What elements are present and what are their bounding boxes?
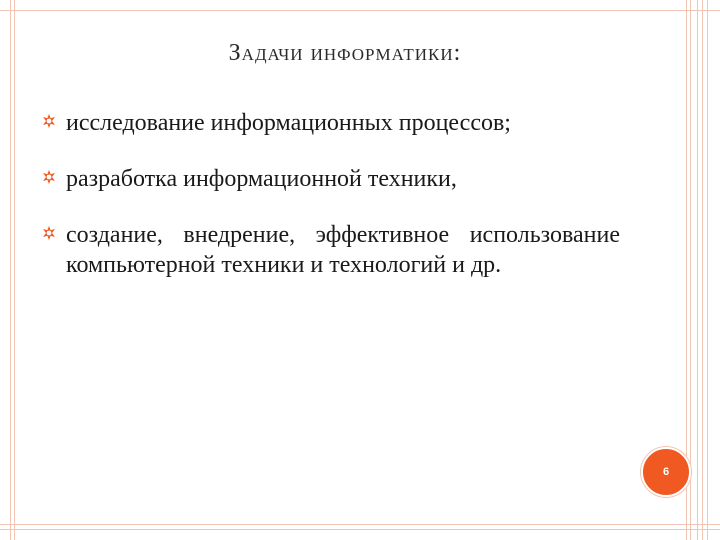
sun-star-icon	[42, 170, 56, 184]
slide-title: Задачи информатики:	[228, 40, 462, 66]
bullet-item	[40, 164, 620, 194]
frame-line	[702, 0, 703, 540]
frame-line	[14, 0, 15, 540]
frame-line	[0, 10, 720, 11]
sun-star-icon	[42, 226, 56, 240]
bullet-item	[40, 220, 620, 280]
frame-line	[0, 529, 720, 530]
page-number-badge: 6	[641, 447, 691, 497]
frame-line	[0, 524, 720, 525]
frame-line	[10, 0, 11, 540]
frame-line	[707, 0, 708, 540]
bullet-text: исследование информационных процессов;	[66, 110, 511, 136]
frame-line	[690, 0, 691, 540]
bullet-text: разработка информационной техники,	[66, 166, 457, 192]
bullet-list	[40, 108, 620, 306]
sun-star-icon	[42, 114, 56, 128]
bullet-text: создание, внедрение, эффективное использование компьютерной техники и технологий и др.	[66, 222, 620, 278]
bullet-item	[40, 108, 620, 138]
frame-line	[697, 0, 698, 540]
